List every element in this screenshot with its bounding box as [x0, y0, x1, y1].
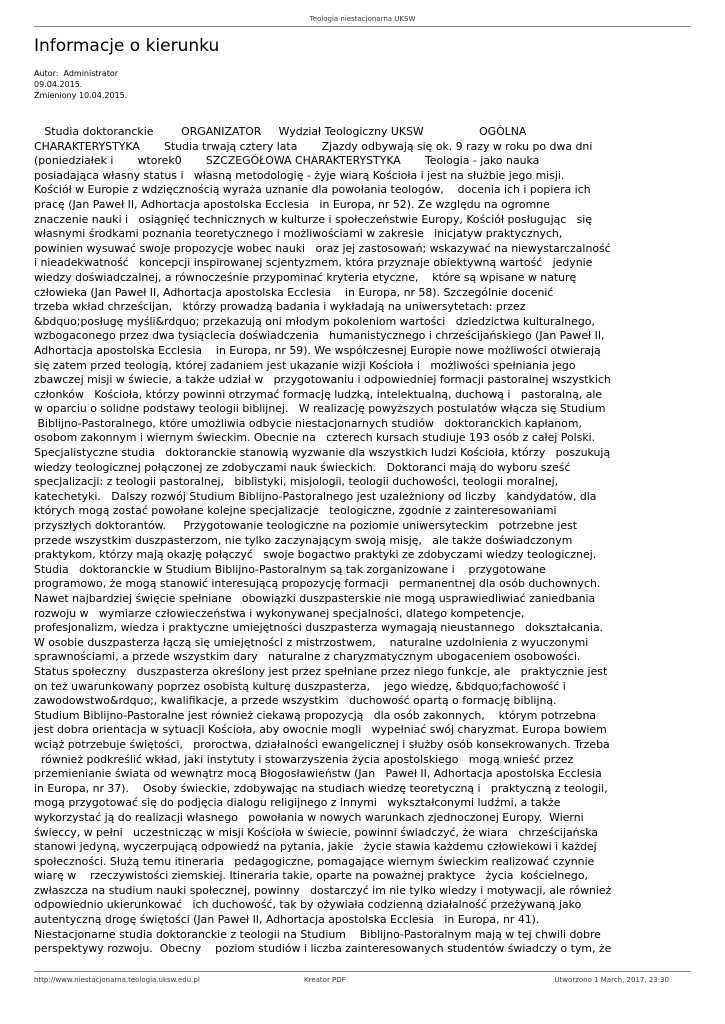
body-line: członków Kościoła, którzy powinni otrzymać formację ludzką, intelektualną, duchową i pastoralną, ale — [34, 387, 603, 401]
body-line: zawodowstwo&rdquo;, kwalifikacje, a przede wszystkim duchowość opartą o formację biblijną. — [34, 694, 557, 708]
body-line: przyszłych doktorantów. Przygotowanie teologiczne na poziomie uniwersyteckim potrzebne jest — [34, 519, 578, 533]
body-line: Biblijno-Pastoralnego, które umożliwia odbycie niestacjonarnych studiów doktoranckich kapłanom, — [34, 416, 582, 430]
body-line: programowo, że mogą stanowić interesującą propozycję formacji permanentnej dla osób duchownych. — [34, 577, 601, 591]
body-line: zbawczej misji w świecie, a także udział w przygotowaniu i odpowiedniej formacji pastoralnej wszystkich — [34, 373, 611, 387]
body-line: świeccy, w pełni uczestnicząc w misji Kościoła w świecie, powinni świadczyć, że wiara chrześcijańska — [34, 825, 599, 839]
body-line: Status społeczny duszpasterza określony jest przez spełniane przez niego funkcje, ale praktycznie jest — [34, 664, 608, 678]
body-line: profesjonalizm, wiedza i praktyczne umiejętności duszpasterza wymagają nieustannego dokształcania. — [34, 621, 604, 635]
body-line: autentyczną drogę świętości (Jan Paweł II, Adhortacja apostolska Ecclesia in Europa, nr 41). — [34, 913, 540, 927]
body-line: przede wszystkim duszpasterzom, nie tylko zaczynającym swoją misję, ale także doświadczonym — [34, 533, 573, 547]
body-line: przemienianie świata od wewnątrz mocą Błogosławieństw (Jan Paweł II, Adhortacja apostolska Ecclesia — [34, 767, 602, 781]
date-line: 09.04.2015. — [34, 80, 83, 89]
body-line: Studia doktoranckie ORGANIZATOR Wydział Teologiczny UKSW OGÓLNA — [34, 125, 527, 138]
modified-line: Zmieniony 10.04.2015. — [34, 91, 128, 100]
body-line: Kościół w Europie z wdzięcznością wyraża uznanie dla powołania teologów, docenia ich i popiera ich — [34, 183, 591, 197]
body-line: w oparciu o solidne podstawy teologii biblijnej. W realizację powyższych postulatów włącza się Studium — [34, 402, 606, 416]
body-line: praktykom, którzy mają okazję połączyć swoje bogactwo praktyki ze zdobyczami wiedzy teologicznej. — [34, 548, 597, 562]
body-line: się zatem przed teologią, której zadaniem jest ukazanie wizji Kościoła i możliwości spełniania jego — [34, 358, 576, 372]
body-line: odpowiednio ukierunkować ich duchowość, tak by ożywiała codzienną działalność przeżywaną jako — [34, 898, 582, 912]
body-line: pracę (Jan Paweł II, Adhortacja apostolska Ecclesia in Europa, nr 52). Ze względu na ogromne — [34, 197, 550, 211]
footer-generator: Kreator PDF — [304, 976, 346, 984]
body-line: rozwoju w wymiarze człowieczeństwa i wykonywanej specjalności, dlatego kompetencje, — [34, 606, 525, 620]
body-line: Studium Biblijno-Pastoralne jest również ciekawą propozycją dla osób zakonnych, którym potrzebna — [34, 708, 597, 722]
body-line: (poniedziałek i wtorek0 SZCZEGÓŁOWA CHARAKTERYSTYKA Teologia - jako nauka — [34, 154, 540, 168]
body-line: jest dobra orientacja w sytuacji Kościoła, aby owocnie mogli wypełniać swój charyzmat. Europa bowiem — [34, 723, 607, 737]
body-line: zwłaszcza na studium nauki społecznej, powinny dostarczyć im nie tylko wiedzy i motywacji, ale również — [34, 883, 612, 897]
body-line: Studia doktoranckie w Studium Biblijno-Pastoralnym są tak zorganizowane i przygotowane — [34, 562, 546, 576]
body-line: wiarę w rzeczywistości ziemskiej. Itineraria takie, oparte na poważnej praktyce życia kościelnego, — [34, 869, 588, 883]
footer-divider — [34, 971, 691, 972]
body-line: wykorzystać ją do realizacji własnego powołania w nowych warunkach zjednoczonej Europy. Wierni — [34, 810, 584, 824]
body-line: znaczenie nauki i osiągnięć technicznych w kulturze i społeczeństwie Europy, Kościół posługując się — [34, 212, 593, 226]
body-line: wzbogaconego przez dwa tysiąclecia doświadczenia humanistycznego i chrześcijańskiego (Jan Paweł II, — [34, 329, 605, 343]
document-body — [34, 125, 694, 965]
body-line: mogą przygotować się do podjęcia dialogu religijnego z innymi wykształconymi ludźmi, a także — [34, 796, 561, 810]
body-line: człowieka (Jan Paweł II, Adhortacja apostolska Ecclesia in Europa, nr 58). Szczególnie docenić — [34, 285, 554, 299]
document-meta — [34, 68, 127, 101]
body-line: których mogą zostać powołane kolejne specjalizacje teologiczne, zgodnie z zainteresowaniami — [34, 504, 557, 518]
body-line: on też uwarunkowany poprzez osobistą kulturę duszpasterza, jego wiedzę, &bdquo;fachowość i — [34, 679, 566, 693]
body-line: trzeba wkład chrześcijan, którzy prowadzą badania i wykładają na uniwersytetach: przez — [34, 300, 526, 314]
body-line: powinien wysuwać swoje propozycje wobec nauki oraz jej zastosowań; wskazywać na niewystarczalność — [34, 241, 611, 255]
body-line: wiedzy teologicznej połączonej ze zdobyczami nauk świeckich. Doktoranci mają do wyboru sześć — [34, 460, 571, 474]
author-line: Autor: Administrator — [34, 69, 119, 78]
footer-url: http://www.niestacjonarna.teologia.uksw.edu.pl — [34, 976, 200, 984]
body-line: Nawet najbardziej święcie spełniane obowiązki duszpasterskie nie mogą usprawiedliwiać zaniedbania — [34, 592, 596, 605]
body-line: własnymi środkami poznania teoretycznego i możliwościami w zakresie inicjatyw praktycznych, — [34, 227, 563, 241]
body-line: perspektywy rozwoju. Obecny poziom studiów i liczba zainteresowanych studentów świadczy o tym, że — [34, 942, 612, 956]
body-line: wiedzy doświadczalnej, a równocześnie przypominać kryteria etyczne, które są wpisane w naturę — [34, 270, 577, 284]
body-line: sprawnościami, a przede wszystkim dary naturalne z charyzmatycznym ubogaceniem osobowości. — [34, 650, 581, 664]
body-line: osobom zakonnym i wiernym świeckim. Obecnie na czterech kursach studiuje 193 osób z całej Polski. — [34, 431, 596, 445]
body-line: specjalizacji: z teologii pastoralnej, biblistyki, misjologii, teologii duchowości, teologii moralnej, — [34, 475, 559, 489]
body-line: Adhortacja apostolska Ecclesia in Europa, nr 59). We współczesnej Europie nowe możliwości otwierają — [34, 343, 601, 357]
body-line: stanowi jedyną, wyczerpującą odpowiedź na pytania, jakie życie stawia każdemu człowiekowi i każdej — [34, 840, 597, 854]
body-line: Specjalistyczne studia doktoranckie stanowią wyzwanie dla wszystkich ludzi Kościoła, którzy poszukują — [34, 446, 611, 460]
body-line: &bdquo;posługę myśli&rdquo; przekazują oni młodym pokoleniom wartości dziedzictwa kulturalnego, — [34, 314, 595, 328]
document-title: Informacje o kierunku — [34, 36, 220, 56]
body-line: również podkreślić wkład, jaki instytuty i stowarzyszenia życia apostolskiego mogą wnieść przez — [34, 752, 574, 766]
body-line: wciąż potrzebuje świętości, proroctwa, działalności ewangelicznej i służby osób konsekrowanych. Trzeba — [34, 737, 610, 751]
body-line: CHARAKTERYSTYKA Studia trwają cztery lata Zjazdy odbywają się ok. 9 razy w roku po dwa dni — [34, 139, 593, 153]
body-line: in Europa, nr 37). Osoby świeckie, zdobywając na studiach wiedzę teoretyczną i praktyczną z teologii, — [34, 781, 608, 795]
body-line: Niestacjonarne studia doktoranckie z teologii na Studium Biblijno-Pastoralnym mają w tej chwili dobre — [34, 927, 601, 941]
body-line: W osobie duszpasterza łączą się umiejętności z mistrzostwem, naturalne uzdolnienia z wyuczonymi — [34, 635, 589, 649]
footer-created: Utworzono 1 March, 2017, 23:30 — [554, 976, 669, 984]
body-line: i nieadekwatność koncepcji inspirowanej scjentyzmem, która przyznaje obiektywną wartość jedynie — [34, 256, 593, 270]
body-line: posiadająca własny status i własną metodologię - żyje wiarą Kościoła i jest na służbie jego misji. — [34, 168, 565, 182]
page-header-title: Teologia niestacjonarna UKSW — [309, 15, 416, 23]
body-line: społeczności. Służą temu itineraria pedagogiczne, pomagające wiernym świeckim realizować czynnie — [34, 854, 595, 868]
body-line: katechetyki. Dalszy rozwój Studium Biblijno-Pastoralnego jest uzależniony od liczby kandydatów, dla — [34, 489, 597, 503]
header-divider — [34, 26, 691, 27]
